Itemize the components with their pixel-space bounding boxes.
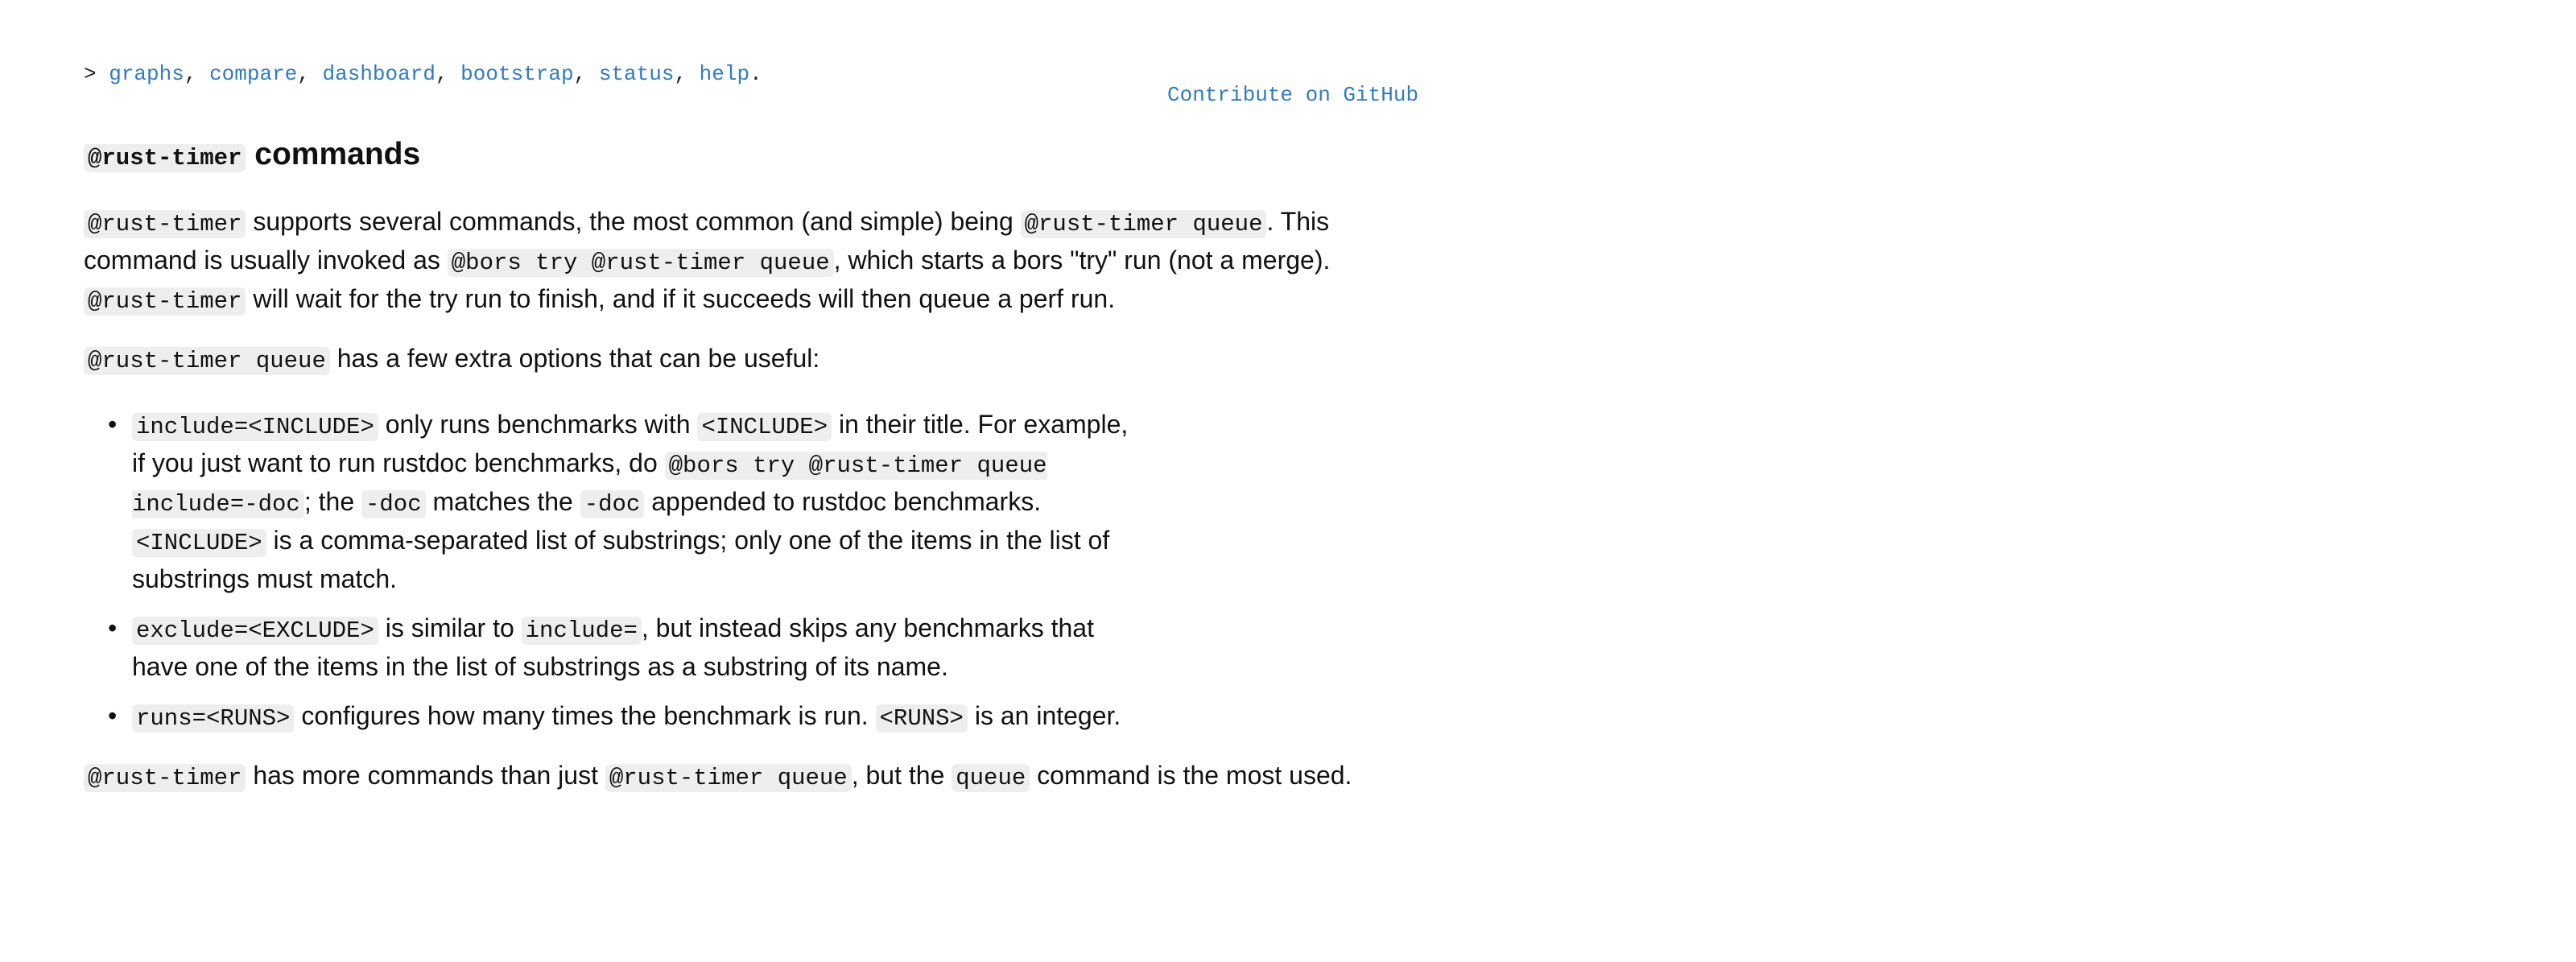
text-run: configures how many times the benchmark is run. <box>294 701 876 730</box>
page-heading <box>84 130 1404 183</box>
text-run: , which starts a bors "try" run (not a merge). <box>833 246 1331 275</box>
inline-code: @bors try @rust-timer queue <box>448 249 834 277</box>
inline-code: runs=<RUNS> <box>132 704 294 733</box>
inline-code: @bors try @rust-timer queue include=-doc <box>132 452 1047 518</box>
inline-code: @rust-timer queue <box>1021 210 1267 238</box>
text-run: matches the <box>425 487 580 516</box>
nav-separator: , <box>297 62 310 86</box>
nav-separator: , <box>435 62 448 86</box>
text-run: is an integer. <box>967 701 1121 730</box>
inline-code: @rust-timer <box>84 287 246 316</box>
inline-code: @rust-timer queue <box>605 764 852 792</box>
text-run: in their title. For example, if you just want to run rustdoc benchmarks, do <box>132 410 1129 477</box>
options-intro-paragraph <box>84 341 1404 379</box>
inline-code: -doc <box>580 490 645 518</box>
nav-separator: , <box>184 62 197 86</box>
nav-separator: , <box>674 62 687 86</box>
text-run: command is the most used. <box>1030 761 1352 790</box>
intro-paragraph <box>84 204 1404 320</box>
text-run: ; the <box>303 487 361 516</box>
list-item-exclude <box>108 610 1146 685</box>
text-run: , but the <box>851 761 952 790</box>
inline-code: @rust-timer <box>84 210 246 238</box>
inline-code: include= <box>522 617 642 645</box>
list-item-runs <box>108 698 1146 737</box>
nav-suffix: . <box>749 62 762 86</box>
nav-link-bootstrap[interactable]: bootstrap <box>460 62 574 86</box>
nav-prefix: > <box>84 62 97 86</box>
nav-link-dashboard[interactable]: dashboard <box>322 62 436 86</box>
text-run: . This command is usually invoked as <box>84 207 1330 275</box>
bullet-icon: • <box>108 410 118 439</box>
text-run: supports several commands, the most common (and simple) being <box>246 207 1021 236</box>
closing-paragraph <box>84 758 1404 796</box>
text-run: has a few extra options that can be useful: <box>329 344 820 373</box>
inline-code: <INCLUDE> <box>697 413 832 441</box>
top-nav <box>84 58 762 90</box>
text-run: will wait for the try run to finish, and if it succeeds will then queue a perf run. <box>246 284 1116 313</box>
main-content <box>84 121 1404 796</box>
options-list <box>84 407 1146 737</box>
list-item-include <box>108 407 1146 597</box>
inline-code: @rust-timer queue <box>84 347 330 375</box>
bullet-icon: • <box>108 613 118 642</box>
text-run: is a comma-separated list of substrings; only one of the items in the list of substrings must match. <box>132 526 1110 593</box>
github-link[interactable]: Contribute on GitHub <box>1167 83 1419 107</box>
inline-code: @rust-timer <box>84 764 246 792</box>
inline-code: -doc <box>361 490 426 518</box>
inline-code: <INCLUDE> <box>132 529 266 557</box>
nav-link-graphs[interactable]: graphs <box>109 62 184 86</box>
heading-code: @rust-timer <box>84 144 246 172</box>
nav-link-status[interactable]: status <box>598 62 675 86</box>
text-run: , but instead skips any benchmarks that have one of the items in the list of substrings as a substring of its name. <box>132 613 1094 681</box>
text-run: appended to rustdoc benchmarks. <box>644 487 1042 516</box>
text-run: only runs benchmarks with <box>378 410 698 439</box>
inline-code: queue <box>952 764 1030 792</box>
heading-text: commands <box>254 137 421 171</box>
nav-link-help[interactable]: help <box>699 62 750 86</box>
inline-code: exclude=<EXCLUDE> <box>132 617 378 645</box>
inline-code: include=<INCLUDE> <box>132 413 378 441</box>
text-run: has more commands than just <box>246 761 605 790</box>
nav-link-compare[interactable]: compare <box>209 62 298 86</box>
bullet-icon: • <box>108 701 118 730</box>
inline-code: <RUNS> <box>876 704 968 733</box>
text-run: is similar to <box>378 613 522 642</box>
nav-separator: , <box>573 62 587 86</box>
